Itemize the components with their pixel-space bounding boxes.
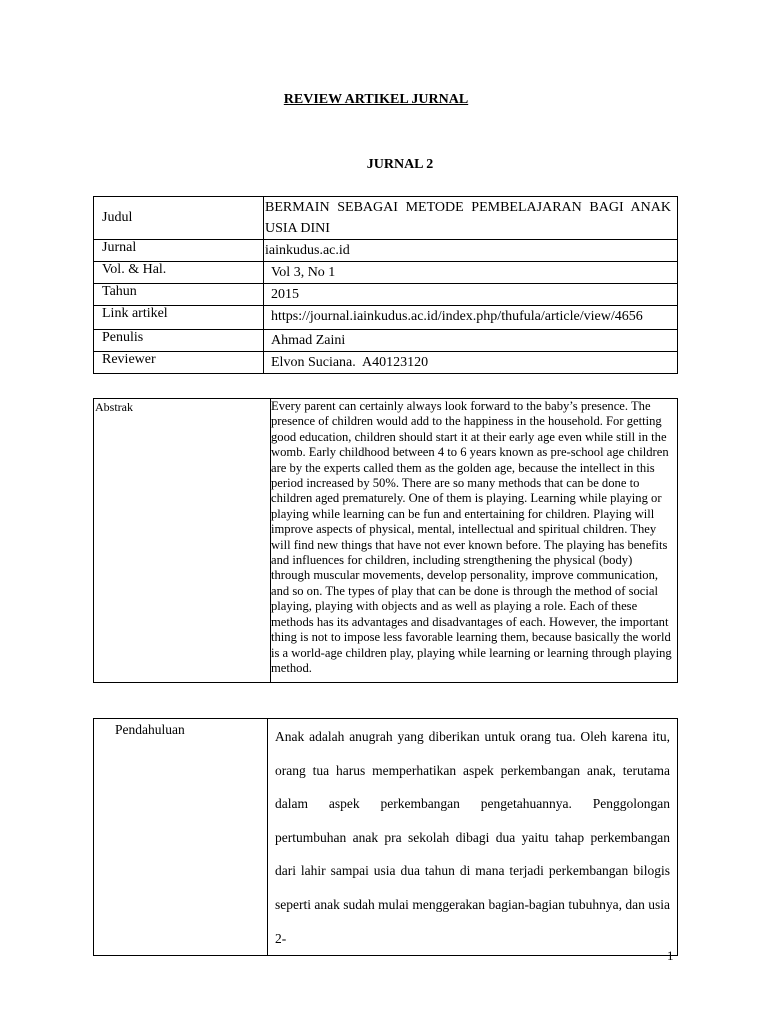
label-link-artikel: Link artikel <box>94 306 264 330</box>
table-row <box>94 330 678 352</box>
journal-number-heading: JURNAL 2 <box>366 157 434 172</box>
table-row <box>94 306 678 330</box>
article-info-table <box>93 196 678 374</box>
value-vol-hal: Vol 3, No 1 <box>264 262 678 284</box>
introduction-text: Anak adalah anugrah yang diberikan untuk orang tua. Oleh karena itu, orang tua harus memperhatikan aspek perkembangan anak, terutama dalam aspek perkembangan pengetahuannya. Penggolongan pertumbuhan anak pra sekolah dibagi dua yaitu tahap perkembangan dari lahir sampai usia dua tahun di mana terjadi perkembangan bilogis seperti anak sudah mulai menggerakan bagian-bagian tubuhnya, dan usia 2- <box>268 719 678 956</box>
value-jurnal: iainkudus.ac.id <box>264 240 678 262</box>
label-judul: Judul <box>94 197 264 240</box>
label-reviewer: Reviewer <box>94 352 264 374</box>
table-row <box>94 399 678 683</box>
value-tahun: 2015 <box>264 284 678 306</box>
page-title: REVIEW ARTIKEL JURNAL <box>283 92 469 107</box>
label-tahun: Tahun <box>94 284 264 306</box>
table-row <box>94 284 678 306</box>
table-row <box>94 262 678 284</box>
label-vol-hal: Vol. & Hal. <box>94 262 264 284</box>
label-jurnal: Jurnal <box>94 240 264 262</box>
value-judul: BERMAIN SEBAGAI METODE PEMBELAJARAN BAGI ANAK USIA DINI <box>264 197 678 240</box>
introduction-table <box>93 718 678 956</box>
label-penulis: Penulis <box>94 330 264 352</box>
table-row <box>94 197 678 240</box>
value-link-artikel[interactable]: https://journal.iainkudus.ac.id/index.php/thufula/article/view/4656 <box>264 306 678 330</box>
abstract-table <box>93 398 678 683</box>
value-penulis: Ahmad Zaini <box>264 330 678 352</box>
abstract-text: Every parent can certainly always look forward to the baby’s presence. The presence of children would add to the happiness in the household. For getting good education, children should start it at their early age even while still in the womb. Early childhood between 4 to 6 years known as pre-school age children are by the experts called them as the golden age, because the intellect in this period increased by 50%. There are so many methods that can be done to children aged prematurely. One of them is playing. Learning while playing or playing while learning can be fun and entertaining for children. Playing will improve aspects of physical, mental, intellectual and spiritual children. They will find new things that have not ever known before. The playing has benefits and influences for children, including strengthening the physical (body) through muscular movements, develop personality, improve communication, and so on. The types of play that can be done is through the method of social playing, playing with objects and as well as playing a role. Each of these methods has its advantages and disadvantages of each. However, the important thing is not to impose less favorable learning them, because basically the world is a world-age children play, playing while learning or learning through playing method. <box>271 399 678 683</box>
introduction-label: Pendahuluan <box>94 719 268 956</box>
table-row <box>94 240 678 262</box>
page-number: 1 <box>667 948 674 963</box>
abstract-label: Abstrak <box>94 399 271 683</box>
table-row <box>94 719 678 956</box>
table-row <box>94 352 678 374</box>
value-reviewer: Elvon Suciana. A40123120 <box>264 352 678 374</box>
